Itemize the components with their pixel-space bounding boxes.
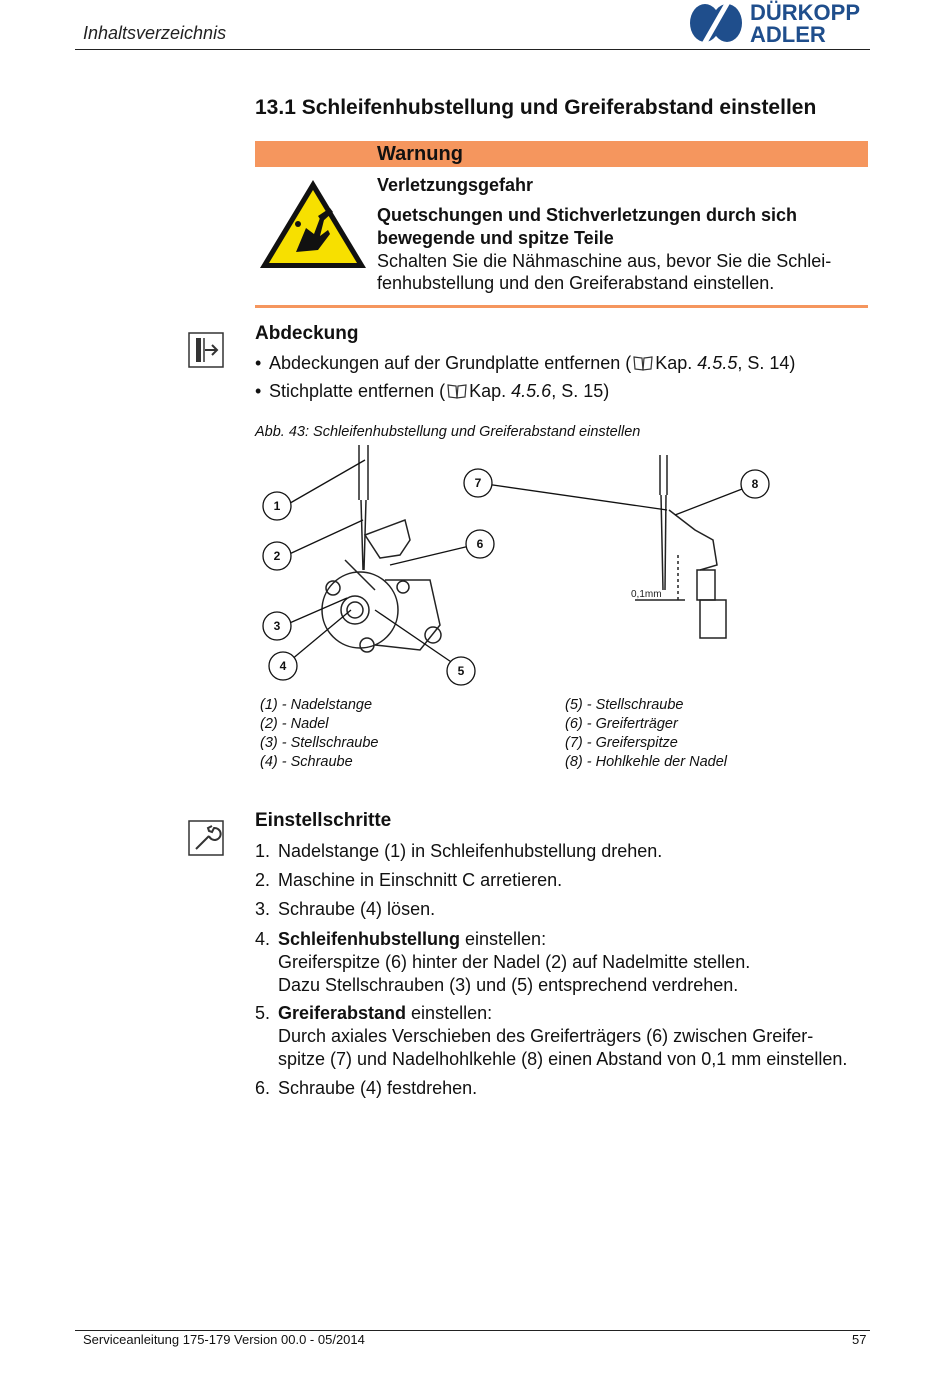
callout-8: 8 bbox=[751, 477, 759, 491]
callout-5: 5 bbox=[457, 664, 465, 678]
step-text-line2: Greiferspitze (6) hinter der Nadel (2) auf Nadelmitte stellen. bbox=[278, 952, 751, 972]
callout-2: 2 bbox=[273, 549, 281, 563]
footer-document-info: Serviceanleitung 175-179 Version 00.0 - 05/2014 bbox=[83, 1332, 365, 1347]
step-text bbox=[278, 1002, 875, 1025]
step-text-rest: einstellen: bbox=[460, 929, 547, 949]
legend-item: (3) - Stellschraube bbox=[260, 735, 379, 751]
callout-3: 3 bbox=[273, 619, 281, 633]
legend-item: (7) - Greiferspitze bbox=[565, 735, 678, 751]
header-divider bbox=[75, 49, 870, 50]
legend-item: (2) - Nadel bbox=[260, 716, 329, 732]
step-number: 2. bbox=[255, 870, 271, 890]
wrench-icon bbox=[188, 820, 224, 856]
step-text: Schraube (4) festdrehen. bbox=[278, 1078, 478, 1098]
legend-item: (4) - Schraube bbox=[260, 754, 353, 770]
duerkopp-adler-logo bbox=[686, 0, 871, 46]
warning-detail-line2: bewegende und spitze Teile bbox=[377, 228, 614, 248]
warning-bottom-rule bbox=[255, 305, 868, 308]
step-text: Schraube (4) lösen. bbox=[278, 899, 436, 919]
cover-item-1-ref[interactable]: 4.5.5 bbox=[697, 353, 738, 373]
warning-detail-line1: Quetschungen und Stichverletzungen durch sich bbox=[377, 205, 798, 225]
cover-item-2-kap: Kap. bbox=[469, 381, 507, 401]
legend-left bbox=[260, 696, 378, 772]
bullet: • bbox=[255, 353, 262, 373]
cover-removal-icon bbox=[188, 332, 224, 368]
step-3 bbox=[255, 898, 875, 921]
cover-item-1-text: Abdeckungen auf der Grundplatte entfernen ( bbox=[269, 353, 632, 373]
figure-caption: Abb. 43: Schleifenhubstellung und Greiferabstand einstellen bbox=[255, 424, 641, 440]
step-number: 3. bbox=[255, 899, 271, 919]
step-1 bbox=[255, 840, 875, 863]
legend-item: (6) - Greiferträger bbox=[565, 716, 678, 732]
step-5 bbox=[255, 1002, 875, 1071]
cover-heading: Abdeckung bbox=[255, 323, 359, 344]
step-text-line3: spitze (7) und Nadelhohlkehle (8) einen Abstand von 0,1 mm einstellen. bbox=[278, 1049, 848, 1069]
step-number: 5. bbox=[255, 1003, 271, 1023]
steps-heading: Einstellschritte bbox=[255, 810, 392, 831]
header-title: Inhaltsverzeichnis bbox=[83, 23, 227, 43]
legend-item: (8) - Hohlkehle der Nadel bbox=[565, 754, 727, 770]
section-title: 13.1 Schleifenhubstellung und Greiferabstand einstellen bbox=[255, 96, 817, 119]
step-text bbox=[278, 928, 875, 951]
step-4 bbox=[255, 928, 875, 997]
step-text-rest: einstellen: bbox=[406, 1003, 493, 1023]
step-keyword: Schleifenhubstellung bbox=[278, 929, 461, 949]
logo-line1: DÜRKOPP bbox=[750, 0, 861, 25]
cover-item-2-text: Stichplatte entfernen ( bbox=[269, 381, 446, 401]
warning-hazard: Verletzungsgefahr bbox=[377, 175, 534, 195]
cover-item-1-kap: Kap. bbox=[655, 353, 693, 373]
dimension-label: 0,1mm bbox=[631, 589, 662, 600]
legend-right bbox=[565, 696, 727, 772]
warning-instruction-line2: fenhubstellung und den Greiferabstand einstellen. bbox=[377, 273, 775, 293]
warning-bar bbox=[255, 141, 868, 167]
cover-item-2-page: , S. 15) bbox=[551, 381, 610, 401]
step-text-line3: Dazu Stellschrauben (3) und (5) entsprechend verdrehen. bbox=[278, 975, 739, 995]
step-text: Maschine in Einschnitt C arretieren. bbox=[278, 870, 563, 890]
legend-item: (1) - Nadelstange bbox=[260, 697, 373, 713]
warning-label: Warnung bbox=[377, 143, 463, 165]
cover-item-2 bbox=[255, 381, 609, 402]
callout-6: 6 bbox=[476, 537, 484, 551]
warning-instruction-line1: Schalten Sie die Nähmaschine aus, bevor Sie die Schlei- bbox=[377, 251, 832, 271]
cover-item-2-ref[interactable]: 4.5.6 bbox=[511, 381, 552, 401]
step-number: 1. bbox=[255, 841, 271, 861]
page-number: 57 bbox=[852, 1332, 867, 1347]
logo-line2: ADLER bbox=[750, 22, 826, 46]
cover-item-1-page: , S. 14) bbox=[737, 353, 796, 373]
callout-7: 7 bbox=[474, 476, 482, 490]
footer-divider bbox=[75, 1330, 870, 1331]
step-keyword: Greiferabstand bbox=[278, 1003, 407, 1023]
step-text-line2: Durch axiales Verschieben des Greiferträgers (6) zwischen Greifer- bbox=[278, 1026, 814, 1046]
legend-item: (5) - Stellschraube bbox=[565, 697, 684, 713]
crush-hazard-warning-icon bbox=[258, 178, 368, 270]
step-number: 6. bbox=[255, 1078, 271, 1098]
book-reference-icon bbox=[633, 355, 653, 371]
step-6 bbox=[255, 1077, 875, 1100]
callout-4: 4 bbox=[279, 659, 287, 673]
adjustment-figure bbox=[255, 440, 775, 690]
book-reference-icon bbox=[447, 383, 467, 399]
callout-1: 1 bbox=[273, 499, 281, 513]
cover-item-1 bbox=[255, 353, 795, 374]
bullet: • bbox=[255, 381, 262, 401]
step-2 bbox=[255, 869, 875, 892]
step-number: 4. bbox=[255, 929, 271, 949]
step-text: Nadelstange (1) in Schleifenhubstellung drehen. bbox=[278, 841, 663, 861]
